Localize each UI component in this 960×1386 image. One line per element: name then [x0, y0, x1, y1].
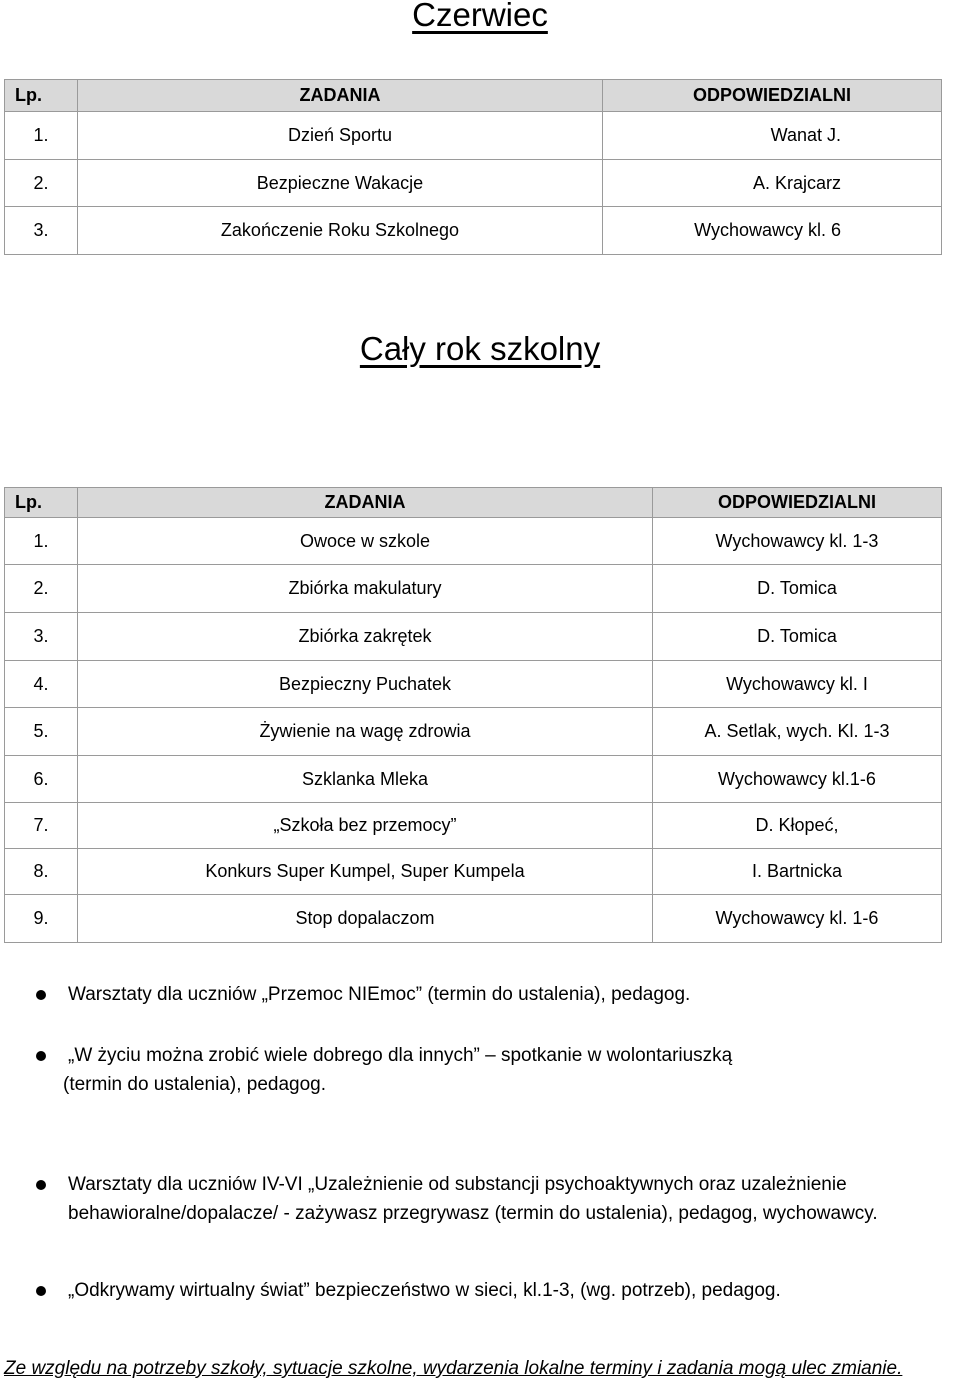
list-item-line: „W życiu można zrobić wiele dobrego dla innych” – spotkanie w wolontariuszką — [68, 1045, 733, 1066]
list-item-line: behawioralne/dopalacze/ - zażywasz przegrywasz (termin do ustalenia), pedagog, wychowawcy. — [68, 1203, 878, 1224]
row-lp: 6. — [5, 756, 78, 803]
row-responsible: A. Krajcarz — [603, 160, 942, 207]
list-item-line: (termin do ustalenia), pedagog. — [63, 1074, 326, 1095]
header-tasks: ZADANIA — [78, 80, 603, 112]
row-task: Zakończenie Roku Szkolnego — [78, 207, 603, 255]
list-item-text — [68, 1170, 958, 1228]
list-item-text — [68, 980, 958, 1009]
row-responsible: Wanat J. — [603, 112, 942, 160]
row-task: Szklanka Mleka — [78, 756, 653, 803]
header-lp: Lp. — [5, 80, 78, 112]
row-task: Bezpieczny Puchatek — [78, 661, 653, 708]
row-task: Owoce w szkole — [78, 518, 653, 565]
row-task: Zbiórka makulatury — [78, 565, 653, 613]
table-row — [5, 756, 942, 803]
row-task: Żywienie na wagę zdrowia — [78, 708, 653, 756]
bullet-icon — [36, 1180, 46, 1190]
header-tasks: ZADANIA — [78, 488, 653, 518]
row-lp: 1. — [5, 518, 78, 565]
row-lp: 3. — [5, 207, 78, 255]
table-header-row — [5, 488, 942, 518]
row-responsible: D. Kłopeć, — [653, 803, 942, 849]
row-lp: 7. — [5, 803, 78, 849]
table-row — [5, 849, 942, 895]
table-row — [5, 895, 942, 943]
row-task: Zbiórka zakrętek — [78, 613, 653, 661]
list-item-text — [68, 1276, 958, 1305]
bullet-icon — [36, 1286, 46, 1296]
row-responsible: A. Setlak, wych. Kl. 1-3 — [653, 708, 942, 756]
header-lp: Lp. — [5, 488, 78, 518]
footer-note: Ze względu na potrzeby szkoły, sytuacje szkolne, wydarzenia lokalne terminy i zadania mogą ulec zmianie. — [4, 1358, 903, 1379]
table-row — [5, 207, 942, 255]
section-title-czerwiec: Czerwiec — [412, 0, 548, 33]
row-task: Konkurs Super Kumpel, Super Kumpela — [78, 849, 653, 895]
row-responsible: Wychowawcy kl. 1-3 — [653, 518, 942, 565]
section-title-caly-rok: Cały rok szkolny — [359, 330, 601, 367]
row-responsible: Wychowawcy kl.1-6 — [653, 756, 942, 803]
table-row — [5, 160, 942, 207]
header-responsible: ODPOWIEDZIALNI — [603, 80, 942, 112]
row-task: Dzień Sportu — [78, 112, 603, 160]
table-row — [5, 803, 942, 849]
table-row — [5, 661, 942, 708]
june-tasks-table — [4, 79, 942, 255]
row-lp: 2. — [5, 160, 78, 207]
row-lp: 2. — [5, 565, 78, 613]
row-responsible: D. Tomica — [653, 565, 942, 613]
table-row — [5, 518, 942, 565]
row-lp: 5. — [5, 708, 78, 756]
row-task: „Szkoła bez przemocy” — [78, 803, 653, 849]
list-item-line: „Odkrywamy wirtualny świat” bezpieczeństwo w sieci, kl.1-3, (wg. potrzeb), pedagog. — [68, 1280, 781, 1301]
table-row — [5, 613, 942, 661]
row-lp: 8. — [5, 849, 78, 895]
list-item-line: Warsztaty dla uczniów IV-VI „Uzależnienie od substancji psychoaktywnych oraz uzależnienie — [68, 1174, 847, 1195]
bullet-icon — [36, 1051, 46, 1061]
row-task: Stop dopalaczom — [78, 895, 653, 943]
row-responsible: Wychowawcy kl. I — [653, 661, 942, 708]
table-row — [5, 708, 942, 756]
table-row — [5, 112, 942, 160]
table-row — [5, 565, 942, 613]
row-responsible: I. Bartnicka — [653, 849, 942, 895]
table-header-row — [5, 80, 942, 112]
header-responsible: ODPOWIEDZIALNI — [653, 488, 942, 518]
row-lp: 3. — [5, 613, 78, 661]
row-task: Bezpieczne Wakacje — [78, 160, 603, 207]
row-lp: 1. — [5, 112, 78, 160]
row-responsible: D. Tomica — [653, 613, 942, 661]
list-item-text — [63, 1041, 958, 1099]
yearly-tasks-table — [4, 487, 942, 943]
row-lp: 4. — [5, 661, 78, 708]
row-responsible: Wychowawcy kl. 1-6 — [653, 895, 942, 943]
row-lp: 9. — [5, 895, 78, 943]
list-item-line: Warsztaty dla uczniów „Przemoc NIEmoc” (termin do ustalenia), pedagog. — [68, 984, 691, 1005]
row-responsible: Wychowawcy kl. 6 — [603, 207, 942, 255]
bullet-icon — [36, 990, 46, 1000]
